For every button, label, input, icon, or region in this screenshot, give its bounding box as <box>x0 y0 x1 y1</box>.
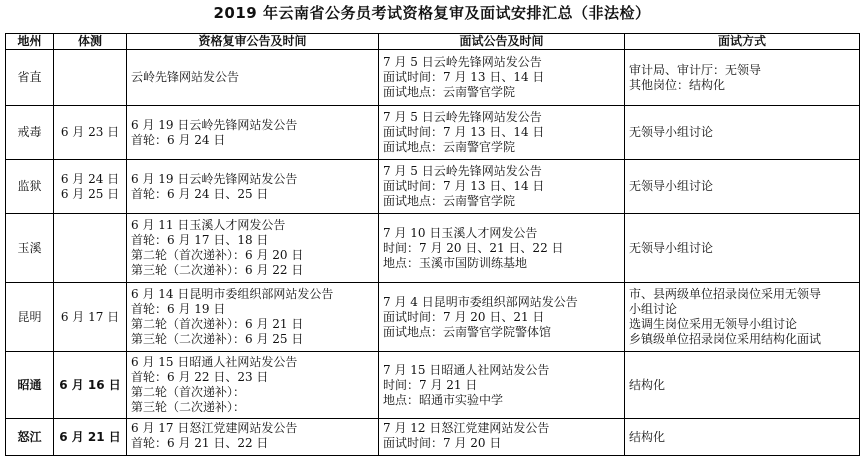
review-line: 6 月 14 日昆明市委组织部网站发公告 <box>131 287 334 301</box>
review-cell <box>127 352 379 419</box>
interview-line: 面试时间：7 月 13 日、14 日 <box>383 179 545 193</box>
interview-line: 7 月 5 日云岭先锋网站发公告 <box>383 55 542 69</box>
review-line: 首轮：6 月 21 日、22 日 <box>131 436 269 450</box>
header-review: 资格复审公告及时间 <box>127 34 379 50</box>
review-line: 第二轮（首次递补）：6 月 21 日 <box>131 317 304 331</box>
header-interview: 面试公告及时间 <box>379 34 625 50</box>
interview-cell <box>379 160 625 214</box>
interview-line: 面试地点：云南警官学院 <box>383 140 516 154</box>
review-cell <box>127 160 379 214</box>
review-line: 第二轮（首次递补）：6 月 20 日 <box>131 248 304 262</box>
review-line: 6 月 17 日怒江党建网站发公告 <box>131 421 298 435</box>
review-line: 首轮：6 月 22 日、23 日 <box>131 370 269 384</box>
review-line: 第三轮（二次递补）： <box>131 400 246 414</box>
method-cell <box>625 106 860 160</box>
review-line: 6 月 11 日玉溪人才网发公告 <box>131 218 286 232</box>
method-cell <box>625 214 860 283</box>
interview-cell <box>379 419 625 456</box>
review-line: 6 月 15 日昭通人社网站发公告 <box>131 355 298 369</box>
interview-line: 面试时间：7 月 13 日、14 日 <box>383 125 545 139</box>
interview-cell <box>379 283 625 352</box>
header-fitness: 体测 <box>54 34 127 50</box>
review-cell <box>127 106 379 160</box>
interview-cell <box>379 352 625 419</box>
interview-line: 7 月 5 日云岭先锋网站发公告 <box>383 164 542 178</box>
review-line: 6 月 19 日云岭先锋网站发公告 <box>131 117 298 132</box>
review-line: 首轮：6 月 24 日、25 日 <box>131 186 269 201</box>
review-line: 首轮：6 月 24 日 <box>131 132 226 147</box>
fitness-cell <box>54 50 127 106</box>
method-line: 无领导小组讨论 <box>629 240 714 255</box>
table-row <box>6 106 860 160</box>
region-cell: 省直 <box>6 50 54 106</box>
interview-line: 7 月 4 日昆明市委组织部网站发公告 <box>383 294 578 309</box>
table-row <box>6 160 860 214</box>
interview-cell <box>379 50 625 106</box>
interview-line: 地点：昭通市实验中学 <box>383 392 504 407</box>
fitness-cell: 6 月 23 日 <box>54 106 127 160</box>
fitness-cell <box>54 160 127 214</box>
interview-line: 7 月 12 日怒江党建网站发公告 <box>383 421 550 435</box>
method-cell <box>625 419 860 456</box>
fitness-cell: 6 月 21 日 <box>54 419 127 456</box>
interview-line: 时间：7 月 20 日、21 日、22 日 <box>383 240 564 255</box>
method-cell <box>625 160 860 214</box>
interview-line: 面试时间：7 月 20 日、21 日 <box>383 309 545 324</box>
fitness-cell: 6 月 16 日 <box>54 352 127 419</box>
method-line: 市、县两级单位招录岗位采用无领导 <box>629 287 822 301</box>
method-line: 小组讨论 <box>629 302 678 316</box>
interview-line: 7 月 15 日昭通人社网站发公告 <box>383 362 550 377</box>
review-cell <box>127 50 379 106</box>
review-cell <box>127 419 379 456</box>
table-row <box>6 50 860 106</box>
table-row <box>6 419 860 456</box>
review-line: 云岭先锋网站发公告 <box>131 70 240 84</box>
fitness-cell: 6 月 17 日 <box>54 283 127 352</box>
header-method: 面试方式 <box>625 34 860 50</box>
region-cell: 玉溪 <box>6 214 54 283</box>
review-line: 第三轮（二次递补）：6 月 25 日 <box>131 332 304 346</box>
method-line: 审计局、审计厅：无领导 <box>629 62 762 77</box>
interview-line: 面试地点：云南警官学院警体馆 <box>383 324 552 339</box>
interview-line: 时间：7 月 21 日 <box>383 377 478 392</box>
fitness-cell <box>54 214 127 283</box>
fitness-line: 6 月 24 日 <box>60 171 120 186</box>
review-line: 6 月 19 日云岭先锋网站发公告 <box>131 171 298 186</box>
review-cell <box>127 283 379 352</box>
region-cell: 怒江 <box>6 419 54 456</box>
interview-line: 7 月 5 日云岭先锋网站发公告 <box>383 110 542 124</box>
fitness-line: 6 月 25 日 <box>60 186 120 201</box>
method-cell <box>625 352 860 419</box>
method-line: 选调生岗位采用无领导小组讨论 <box>629 317 798 331</box>
region-cell: 监狱 <box>6 160 54 214</box>
interview-line: 地点：玉溪市国防训练基地 <box>383 255 528 270</box>
method-cell <box>625 283 860 352</box>
interview-line: 面试地点：云南警官学院 <box>383 85 516 99</box>
method-line: 结构化 <box>629 429 666 444</box>
interview-cell <box>379 106 625 160</box>
document-title: 2019 年云南省公务员考试资格复审及面试安排汇总（非法检） <box>213 4 651 22</box>
method-line: 结构化 <box>629 377 666 392</box>
review-line: 首轮：6 月 19 日 <box>131 302 226 316</box>
interview-cell <box>379 214 625 283</box>
method-line: 其他岗位：结构化 <box>629 77 726 92</box>
region-cell: 昭通 <box>6 352 54 419</box>
method-cell <box>625 50 860 106</box>
table-row <box>6 352 860 419</box>
region-cell: 昆明 <box>6 283 54 352</box>
method-line: 乡镇级单位招录岗位采用结构化面试 <box>629 332 822 346</box>
header-region: 地州 <box>6 34 54 50</box>
review-line: 第三轮（二次递补）：6 月 22 日 <box>131 263 304 277</box>
interview-line: 面试地点：云南警官学院 <box>383 194 516 208</box>
interview-line: 面试时间：7 月 13 日、14 日 <box>383 70 545 84</box>
method-line: 无领导小组讨论 <box>629 125 714 139</box>
method-line: 无领导小组讨论 <box>629 179 714 193</box>
review-line: 第二轮（首次递补）： <box>131 385 246 399</box>
region-cell: 戒毒 <box>6 106 54 160</box>
review-line: 首轮：6 月 17 日、18 日 <box>131 233 269 247</box>
interview-line: 面试时间：7 月 20 日 <box>383 436 502 450</box>
table-row <box>6 283 860 352</box>
table-header-row <box>6 34 860 50</box>
schedule-table <box>5 33 860 456</box>
table-row <box>6 214 860 283</box>
interview-line: 7 月 10 日玉溪人才网发公告 <box>383 225 538 240</box>
review-cell <box>127 214 379 283</box>
